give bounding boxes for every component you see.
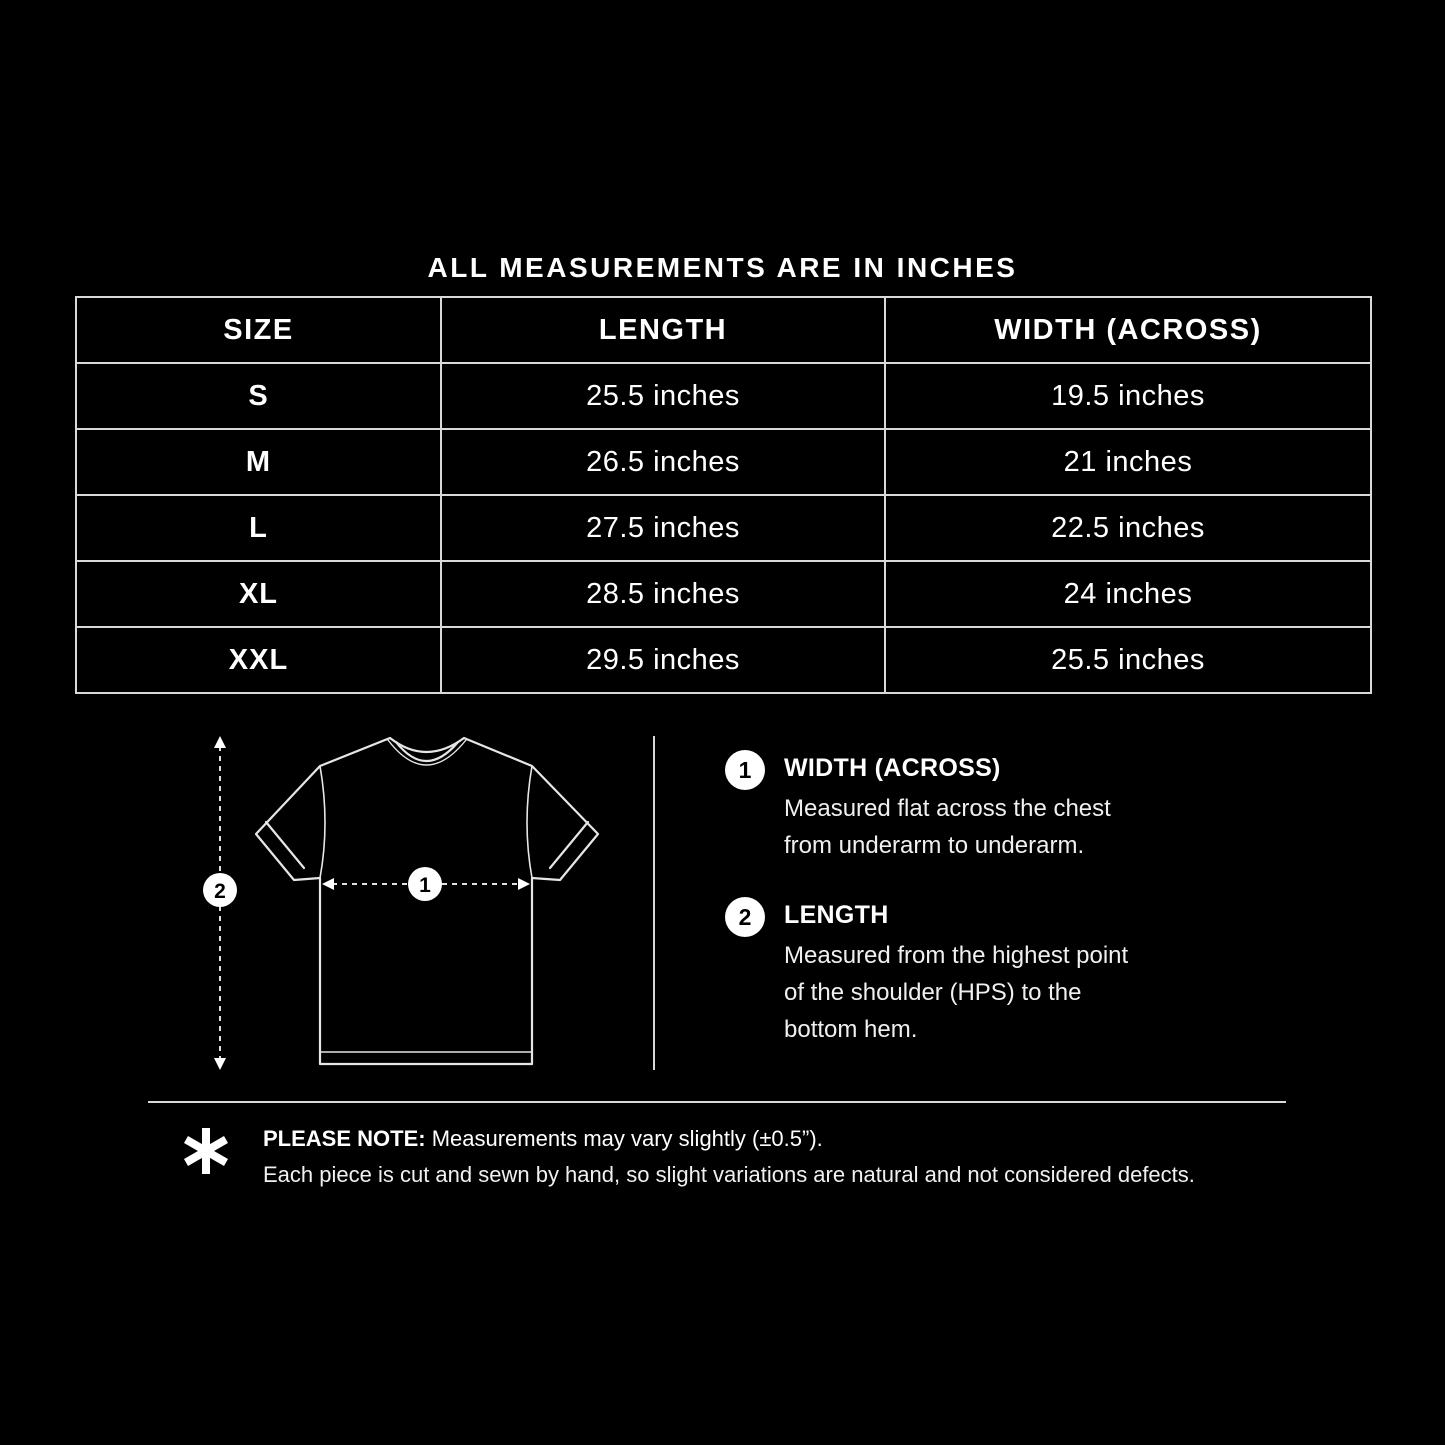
width-marker: 1: [419, 874, 431, 897]
length-cell: 28.5 inches: [441, 561, 885, 627]
table-row: [76, 429, 1371, 495]
legend-title: WIDTH (ACROSS): [784, 754, 1001, 782]
arrow-right-icon: [518, 878, 530, 890]
size-cell: M: [76, 429, 441, 495]
legend-line: bottom hem.: [784, 1016, 918, 1043]
table-header-row: [76, 297, 1371, 363]
note-text: Measurements may vary slightly (±0.5”).: [431, 1126, 823, 1151]
width-cell: 22.5 inches: [885, 495, 1371, 561]
header-length: LENGTH: [441, 297, 885, 363]
length-cell: 29.5 inches: [441, 627, 885, 693]
length-dimension: [203, 736, 237, 1070]
size-cell: XL: [76, 561, 441, 627]
table-row: [76, 363, 1371, 429]
legend-line: from underarm to underarm.: [784, 832, 1085, 859]
legend-description: [784, 790, 1264, 864]
size-cell: L: [76, 495, 441, 561]
tshirt-outline-icon: [256, 738, 598, 1064]
measurements-caption: ALL MEASUREMENTS ARE IN INCHES: [427, 252, 1018, 283]
legend-description: [784, 937, 1264, 1048]
table-row: [76, 495, 1371, 561]
length-cell: 26.5 inches: [441, 429, 885, 495]
length-cell: 27.5 inches: [441, 495, 885, 561]
size-cell: S: [76, 363, 441, 429]
legend-title: LENGTH: [784, 901, 889, 929]
legend-line: Measured flat across the chest: [784, 795, 1111, 822]
note-label: PLEASE NOTE:: [263, 1126, 426, 1151]
legend-line: of the shoulder (HPS) to the: [784, 979, 1082, 1006]
note-line-2: Each piece is cut and sewn by hand, so slight variations are natural and not considered defects.: [263, 1162, 1195, 1187]
legend-number: 2: [725, 897, 765, 937]
width-cell: 25.5 inches: [885, 627, 1371, 693]
width-cell: 24 inches: [885, 561, 1371, 627]
table-row: [76, 627, 1371, 693]
vertical-divider: [653, 736, 655, 1070]
asterisk-icon: [178, 1123, 234, 1179]
horizontal-divider: [148, 1101, 1286, 1103]
note-line-1: [263, 1125, 823, 1153]
width-cell: 19.5 inches: [885, 363, 1371, 429]
legend-number: 1: [725, 750, 765, 790]
length-marker: 2: [214, 880, 226, 903]
length-cell: 25.5 inches: [441, 363, 885, 429]
header-size: SIZE: [76, 297, 441, 363]
size-cell: XXL: [76, 627, 441, 693]
arrow-down-icon: [214, 1058, 226, 1070]
tshirt-diagram: [190, 728, 620, 1078]
width-cell: 21 inches: [885, 429, 1371, 495]
table-row: [76, 561, 1371, 627]
width-dimension: [322, 867, 530, 901]
arrow-left-icon: [322, 878, 334, 890]
size-chart-table: [75, 296, 1372, 694]
arrow-up-icon: [214, 736, 226, 748]
legend-line: Measured from the highest point: [784, 942, 1129, 969]
header-width: WIDTH (ACROSS): [885, 297, 1371, 363]
